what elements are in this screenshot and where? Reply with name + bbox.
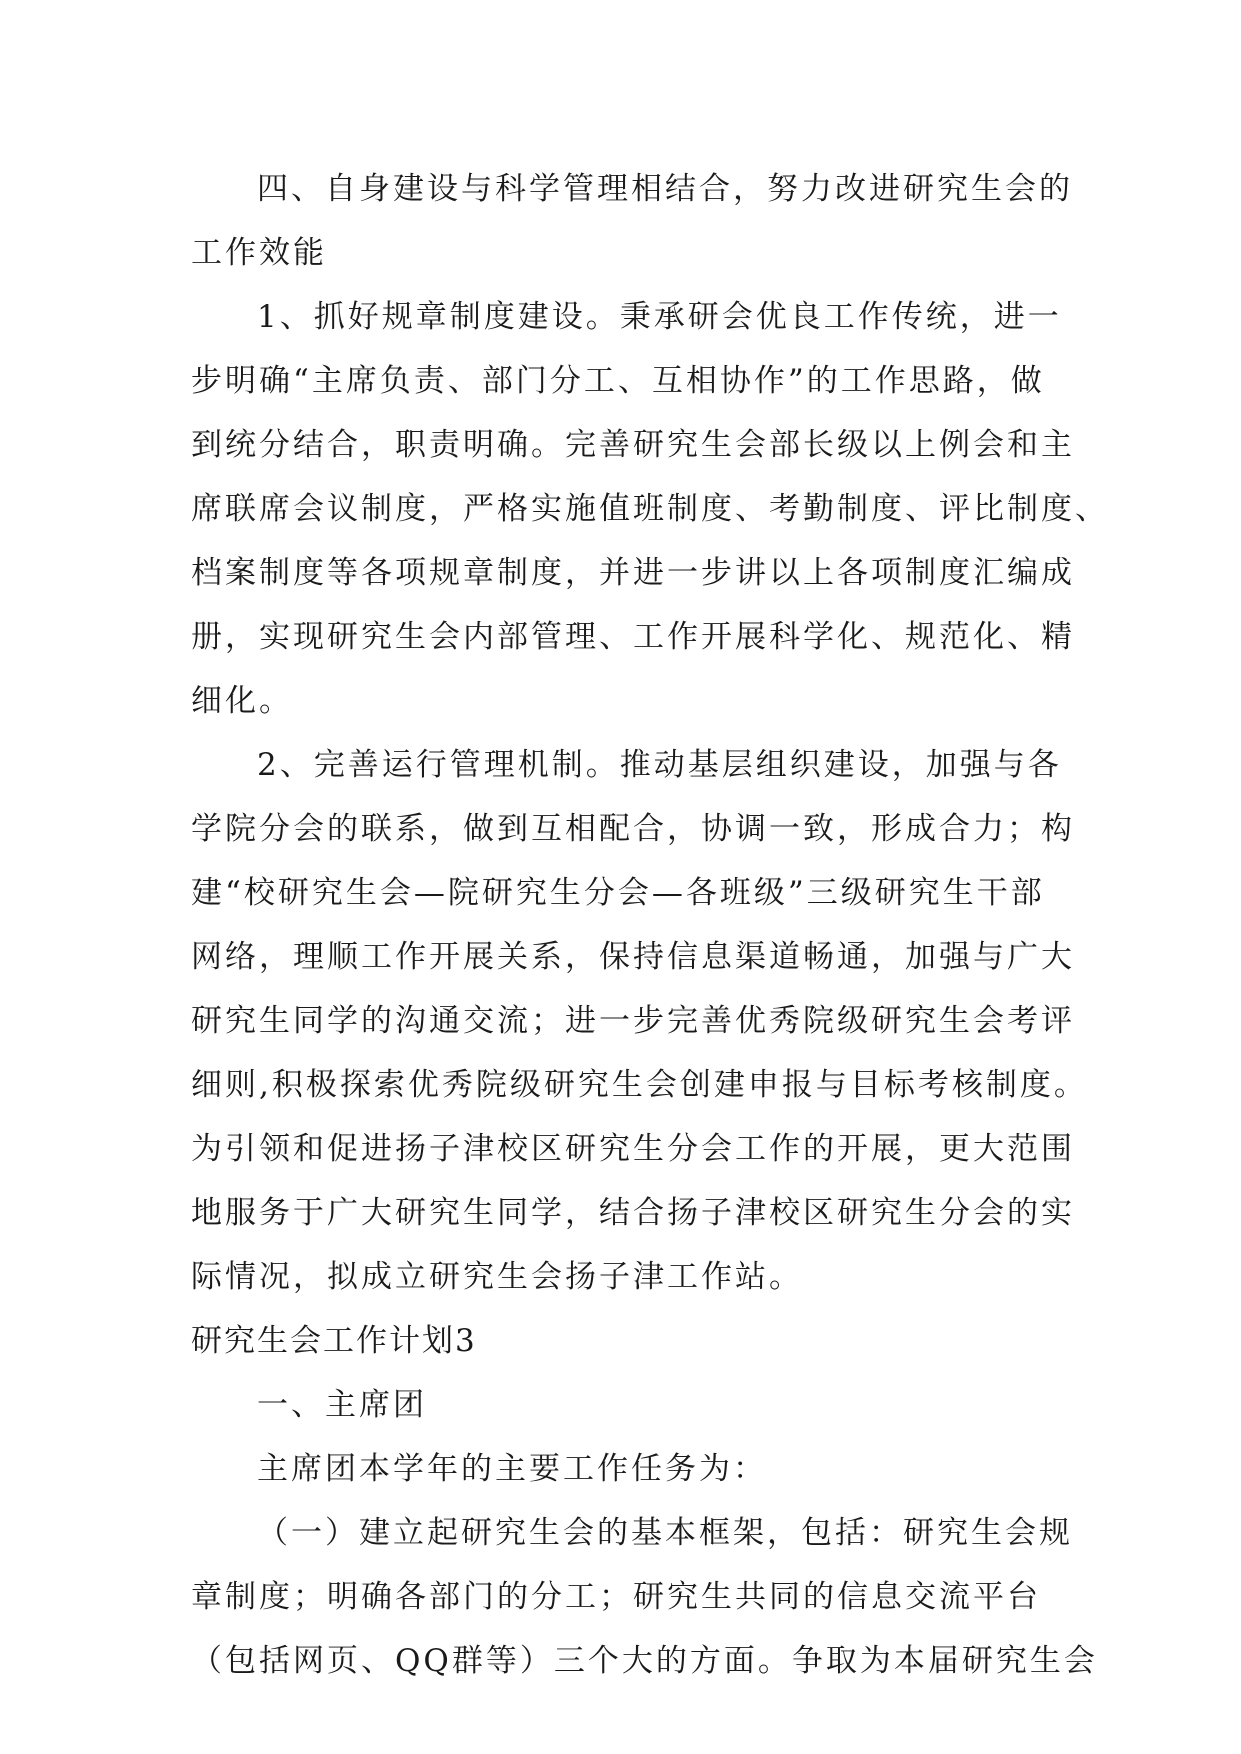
section-heading-1: 一、主席团: [257, 1387, 427, 1423]
paragraph-3-line: 章制度；明确各部门的分工；研究生共同的信息交流平台: [191, 1579, 1041, 1615]
paragraph-2-line: 际情况，拟成立研究生会扬子津工作站。: [191, 1259, 803, 1295]
paragraph-1-line: 步明确“主席负责、部门分工、互相协作”的工作思路，做: [191, 363, 1045, 399]
paragraph-1-line: 册，实现研究生会内部管理、工作开展科学化、规范化、精: [191, 619, 1075, 655]
paragraph-1-line: 细化。: [191, 683, 293, 719]
paragraph-2-line: 2、完善运行管理机制。推动基层组织建设，加强与各: [257, 747, 1062, 783]
paragraph-2-line: 为引领和促进扬子津校区研究生分会工作的开展，更大范围: [191, 1131, 1075, 1167]
paragraph-1-line: 到统分结合，职责明确。完善研究生会部长级以上例会和主: [191, 427, 1075, 463]
document-title: 研究生会工作计划3: [191, 1323, 477, 1359]
paragraph-1-line: 档案制度等各项规章制度，并进一步讲以上各项制度汇编成: [191, 555, 1075, 591]
paragraph-1-line: 席联席会议制度，严格实施值班制度、考勤制度、评比制度、: [191, 491, 1109, 527]
paragraph-2-line: 建“校研究生会—院研究生分会—各班级”三级研究生干部: [191, 875, 1045, 911]
paragraph-intro: 主席团本学年的主要工作任务为：: [257, 1451, 767, 1487]
section-heading-4: 四、自身建设与科学管理相结合，努力改进研究生会的: [257, 171, 1073, 207]
paragraph-2-line: 网络，理顺工作开展关系，保持信息渠道畅通，加强与广大: [191, 939, 1075, 975]
paragraph-2-line: 细则,积极探索优秀院级研究生会创建申报与目标考核制度。: [191, 1067, 1088, 1103]
paragraph-1-line: 1、抓好规章制度建设。秉承研会优良工作传统，进一: [257, 299, 1062, 335]
paragraph-3-line: （一）建立起研究生会的基本框架，包括：研究生会规: [257, 1515, 1073, 1551]
paragraph-2-line: 研究生同学的沟通交流；进一步完善优秀院级研究生会考评: [191, 1003, 1075, 1039]
document-body: [191, 157, 1109, 1693]
paragraph-3-line: （包括网页、QQ群等）三个大的方面。争取为本届研究生会: [191, 1643, 1098, 1679]
paragraph-2-line: 学院分会的联系，做到互相配合，协调一致，形成合力；构: [191, 811, 1075, 847]
paragraph-2-line: 地服务于广大研究生同学，结合扬子津校区研究生分会的实: [191, 1195, 1075, 1231]
section-heading-4-cont: 工作效能: [191, 235, 327, 271]
